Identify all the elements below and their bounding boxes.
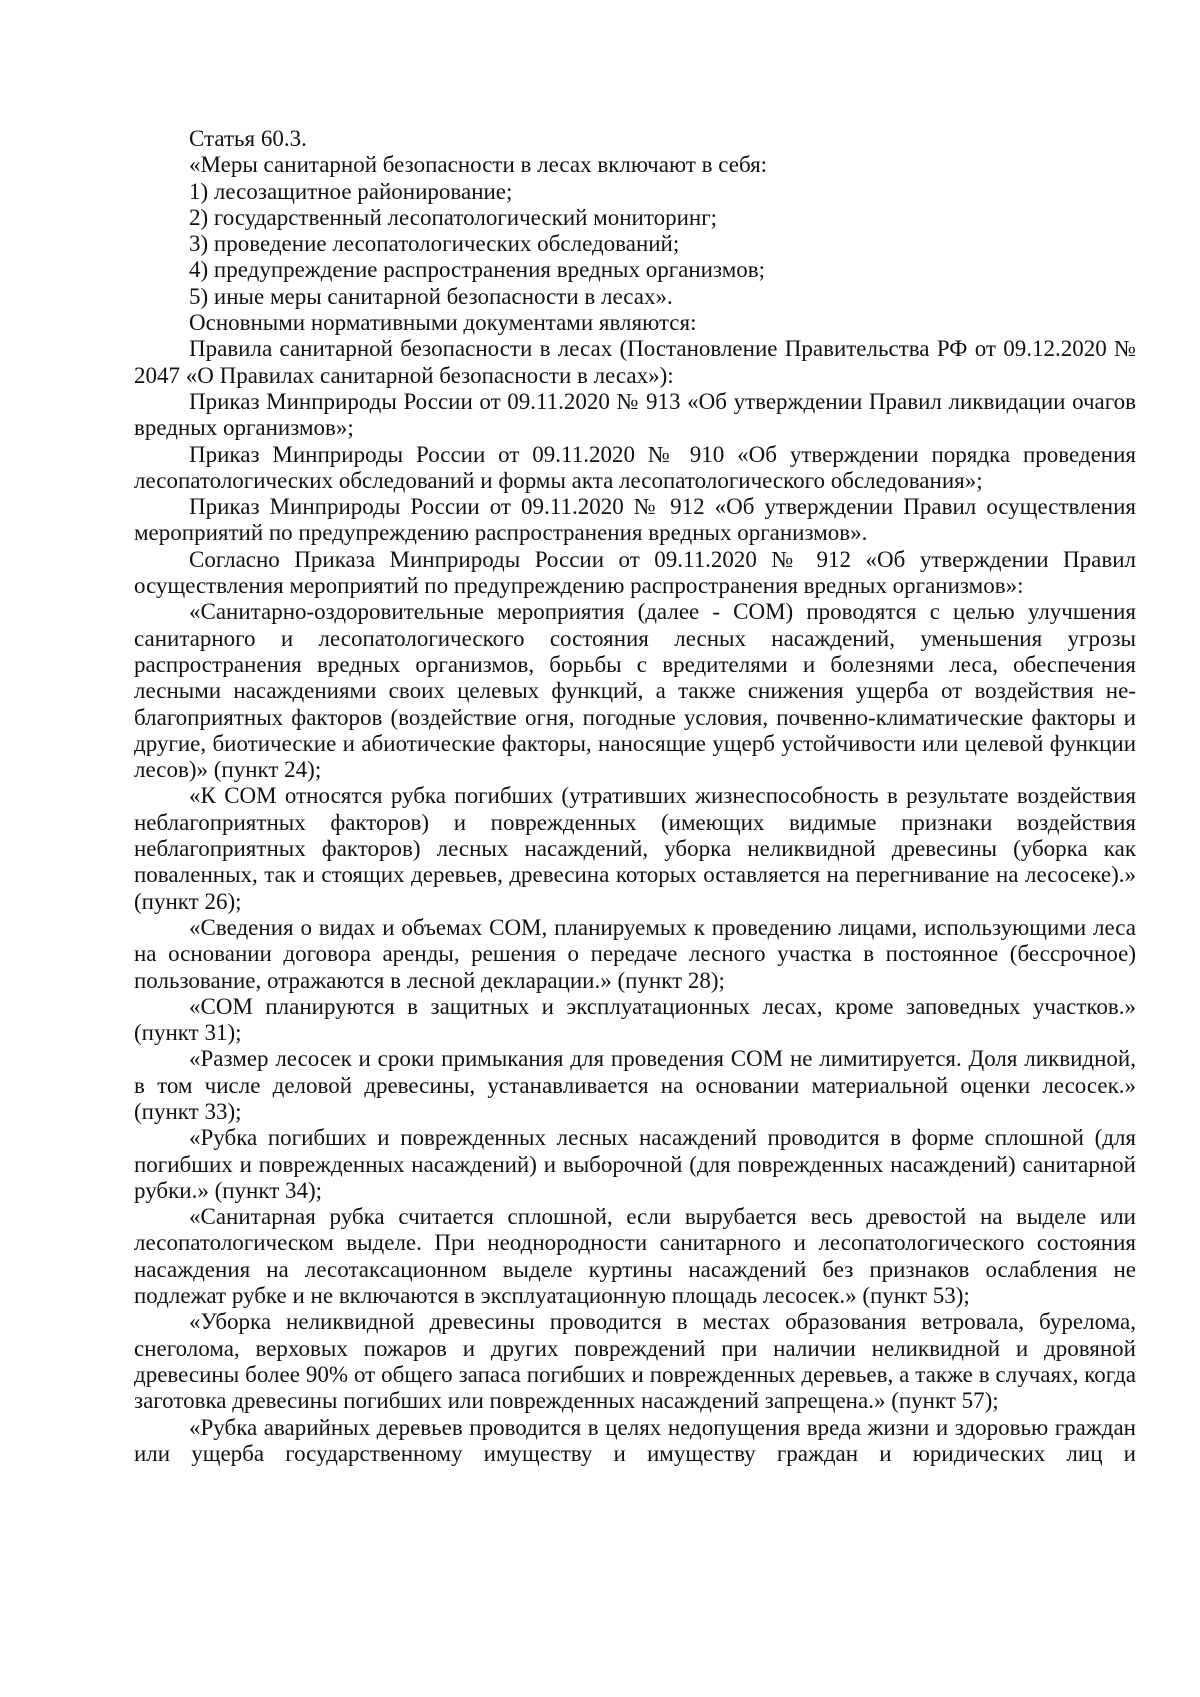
paragraph: 1) лесозащитное районирование;: [189, 178, 513, 204]
paragraph: Основными нормативными документами являются:: [189, 310, 697, 336]
paragraph: «Меры санитарной безопасности в лесах включают в себя:: [189, 152, 768, 178]
paragraph: 2) государственный лесопатологический мониторинг;: [189, 204, 718, 230]
paragraph: 4) предупреждение распространения вредных организмов;: [189, 257, 766, 283]
paragraph: Правила санитарной безопасности в лесах (Постановление Правительства РФ от 09.12.2020 № 2047 «О Правилах санитарной безопасности в лесах»):: [134, 336, 1136, 388]
paragraph: «Уборка неликвидной древесины проводится в местах образования ветровала, бурелома, снеголома, верховых пожаров и других повреждений при наличии неликвидной и дровяной древесины более 90% от общего запаса погибших и поврежденных деревьев, а также в случаях, когда заготовка древесины погибших или поврежденных насаждений запрещена.» (пункт 57);: [134, 1309, 1136, 1414]
paragraph: Статья 60.3.: [189, 126, 307, 151]
paragraph: Согласно Приказа Минприроды России от 09.11.2020 № 912 «Об утверждении Правил осуществления мероприятий по предупреждению распространения вредных организмов»:: [134, 546, 1136, 599]
paragraph: 3) проведение лесопатологических обследований;: [189, 231, 680, 257]
document-body: [134, 126, 1136, 1467]
paragraph: «Сведения о видах и объемах СОМ, планируемых к проведению лицами, использующими леса на основании договора аренды, решения о передаче лесного участка в постоянное (бессрочное) пользование, отражаются в лесной декларации.» (пункт 28);: [134, 914, 1136, 993]
paragraph: «Санитарно-оздоровительные мероприятия (далее - СОМ) проводятся с целью улучшения санитарного и лесопатологического состояния лесных насаждений, уменьшения угрозы распространения вредных организмов, борьбы с вредителями и болезнями леса, обеспечения лесными насаждениями своих целевых функций, а также снижения ущерба от воздействия неблагоприятных факторов (воздействие огня, погодные условия, почвенно-климатические факторы и другие, биотические и абиотические факторы, наносящие ущерб устойчивости или целевой функции лесов)» (пункт 24);: [134, 599, 1136, 783]
paragraph: «Рубка погибших и поврежденных лесных насаждений проводится в форме сплошной (для погибших и поврежденных насаждений) и выборочной (для поврежденных насаждений) санитарной рубки.» (пункт 34);: [134, 1125, 1136, 1203]
paragraph: «К СОМ относятся рубка погибших (утративших жизнеспособность в результате воздействия неблагоприятных факторов) и поврежденных (имеющих видимые признаки воздействия неблагоприятных факторов) лесных насаждений, уборка неликвидной древесины (уборка как поваленных, так и стоящих деревьев, древесина которых оставляется на перегнивание на лесосеке).» (пункт 26);: [134, 783, 1136, 914]
paragraph: Приказ Минприроды России от 09.11.2020 № 912 «Об утверждении Правил осуществления мероприятий по предупреждению распространения вредных организмов».: [134, 494, 1136, 546]
paragraph: «Размер лесосек и сроки примыкания для проведения СОМ не лимитируется. Доля ликвидной, в том числе деловой древесины, устанавливается на основании материальной оценки лесосек.» (пункт 33);: [134, 1046, 1136, 1124]
paragraph: «СОМ планируются в защитных и эксплуатационных лесах, кроме заповедных участков.» (пункт 31);: [134, 993, 1136, 1046]
paragraph: «Санитарная рубка считается сплошной, если вырубается весь древостой на выделе или лесопатологическом выделе. При неоднородности санитарного и лесопатологического состояния насаждения на лесотаксационном выделе куртины насаждений без признаков ослабления не подлежат рубке и не включаются в эксплуатационную площадь лесосек.» (пункт 53);: [134, 1204, 1136, 1309]
paragraph: Приказ Минприроды России от 09.11.2020 № 910 «Об утверждении порядка проведения лесопатологических обследований и формы акта лесопатологического обследования»;: [134, 441, 1136, 493]
paragraph: Приказ Минприроды России от 09.11.2020 № 913 «Об утверждении Правил ликвидации очагов вредных организмов»;: [134, 388, 1136, 441]
paragraph: 5) иные меры санитарной безопасности в лесах».: [189, 283, 673, 309]
paragraph: «Рубка аварийных деревьев проводится в целях недопущения вреда жизни и здоровью граждан или ущерба государственному имуществу и имуществу граждан и юридических лиц и: [134, 1414, 1136, 1466]
